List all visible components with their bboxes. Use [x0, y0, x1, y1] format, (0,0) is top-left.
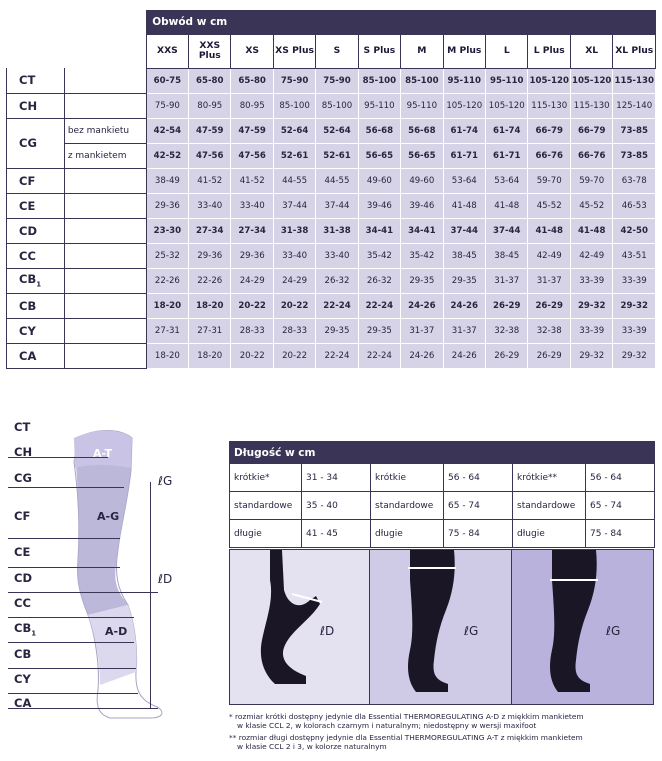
- table-cell: 38-45: [443, 243, 485, 268]
- table-cell: 24-29: [273, 268, 315, 293]
- table-cell: 47-56: [189, 143, 231, 168]
- row-sublabel: [64, 343, 146, 368]
- row-sublabel: [64, 168, 146, 193]
- diag-label-cb1: $CB_1$: [14, 621, 37, 638]
- table-cell: 52-61: [273, 143, 315, 168]
- table-cell: 31 - 34: [302, 464, 371, 492]
- table-cell: 33-39: [570, 268, 612, 293]
- table-cell: 39-46: [401, 193, 443, 218]
- table-row: [7, 293, 656, 318]
- footnote-1: * rozmiar krótki dostępny jedynie dla Essential THERMOREGULATING A-D z miękkim mankietem: [229, 712, 584, 721]
- table-cell: 29-32: [613, 343, 656, 368]
- table-cell: 41-48: [443, 193, 485, 218]
- row-sublabel: z mankietem: [64, 143, 146, 168]
- table-cell: 37-44: [486, 218, 528, 243]
- table-cell: 29-32: [570, 293, 612, 318]
- size-header: XL Plus: [613, 34, 656, 68]
- table-cell: 39-46: [358, 193, 400, 218]
- diag-label-ct: CT: [14, 420, 31, 434]
- table-cell: długie: [371, 520, 444, 548]
- table-cell: 26-29: [528, 343, 570, 368]
- table-cell: 59-70: [570, 168, 612, 193]
- zone-ag-label: A-G: [97, 510, 120, 523]
- table-cell: 20-22: [273, 293, 315, 318]
- table-cell: 34-41: [401, 218, 443, 243]
- table-cell: 53-64: [443, 168, 485, 193]
- table-cell: 26-29: [528, 293, 570, 318]
- table-cell: 22-24: [316, 343, 358, 368]
- row-label: CC: [7, 243, 65, 268]
- table-cell: 66-76: [570, 143, 612, 168]
- size-grid-table: [6, 10, 656, 369]
- leg-ag-icon: [370, 550, 511, 704]
- row-sublabel: [64, 218, 146, 243]
- row-label: CF: [7, 168, 65, 193]
- table-cell: 29-32: [570, 343, 612, 368]
- len-g-label: ℓG: [158, 474, 173, 488]
- table-cell: 22-26: [146, 268, 188, 293]
- table-cell: 37-44: [316, 193, 358, 218]
- table-cell: 66-79: [528, 118, 570, 143]
- diag-label-cb: CB: [14, 647, 32, 661]
- table-cell: 27-34: [231, 218, 273, 243]
- table-cell: 75 - 84: [586, 520, 655, 548]
- table-cell: 33-40: [316, 243, 358, 268]
- diag-label-cf: CF: [14, 509, 31, 523]
- table-cell: 52-61: [316, 143, 358, 168]
- table-cell: standardowe: [230, 492, 302, 520]
- table-cell: 56 - 64: [444, 464, 513, 492]
- table-cell: 49-60: [358, 168, 400, 193]
- table-cell: 43-51: [613, 243, 656, 268]
- row-sublabel: [64, 268, 146, 293]
- table-cell: 33-40: [273, 243, 315, 268]
- table-cell: 32-38: [486, 318, 528, 343]
- table-cell: 47-56: [231, 143, 273, 168]
- table-cell: 23-30: [146, 218, 188, 243]
- row-sublabel: bez mankietu: [64, 118, 146, 143]
- diag-label-cg: CG: [14, 471, 32, 485]
- table-cell: 85-100: [358, 68, 400, 93]
- size-header: XS: [231, 34, 273, 68]
- table-cell: 85-100: [401, 68, 443, 93]
- table-cell: 24-26: [401, 343, 443, 368]
- table-cell: 42-52: [146, 143, 188, 168]
- table-cell: 60-75: [146, 68, 188, 93]
- row-label: CT: [7, 68, 65, 93]
- table-cell: 35 - 40: [302, 492, 371, 520]
- table-row: [7, 143, 656, 168]
- table-cell: 33-40: [189, 193, 231, 218]
- table-cell: 22-24: [358, 343, 400, 368]
- table-cell: 42-54: [146, 118, 188, 143]
- row-sublabel: [64, 243, 146, 268]
- table-cell: 38-49: [146, 168, 188, 193]
- table-cell: 63-78: [613, 168, 656, 193]
- zone-at-label: A-T: [93, 447, 112, 460]
- table-cell: standardowe: [513, 492, 586, 520]
- table-cell: 42-49: [528, 243, 570, 268]
- table-cell: 29-32: [613, 293, 656, 318]
- table-cell: 31-37: [443, 318, 485, 343]
- row-label: CE: [7, 193, 65, 218]
- leg-ad-icon: [230, 550, 369, 704]
- table-row: [7, 268, 656, 293]
- table-cell: 115-130: [570, 93, 612, 118]
- panel-ag: [369, 549, 512, 705]
- table-cell: 31-37: [486, 268, 528, 293]
- table-cell: 27-34: [189, 218, 231, 243]
- table-cell: 35-42: [358, 243, 400, 268]
- table-cell: 56 - 64: [586, 464, 655, 492]
- table-cell: 61-74: [486, 118, 528, 143]
- table-cell: 56-65: [358, 143, 400, 168]
- table-cell: 95-110: [443, 68, 485, 93]
- table-row: [7, 318, 656, 343]
- table-cell: krótkie: [371, 464, 444, 492]
- size-header: S: [316, 34, 358, 68]
- table-row: [7, 118, 656, 143]
- line-cy: [8, 693, 138, 694]
- table-cell: 26-32: [316, 268, 358, 293]
- table-cell: 75-90: [273, 68, 315, 93]
- table-cell: 105-120: [570, 68, 612, 93]
- leg-at-icon: [512, 550, 653, 704]
- table-cell: 26-29: [486, 343, 528, 368]
- table-cell: 18-20: [146, 343, 188, 368]
- diag-label-cd: CD: [14, 571, 32, 585]
- table-cell: 95-110: [358, 93, 400, 118]
- table-cell: 65-80: [231, 68, 273, 93]
- table-cell: 59-70: [528, 168, 570, 193]
- table-cell: 61-74: [443, 118, 485, 143]
- size-header: S Plus: [358, 34, 400, 68]
- size-header: XL: [570, 34, 612, 68]
- table-cell: 66-76: [528, 143, 570, 168]
- table-cell: 56-68: [401, 118, 443, 143]
- line-cf: [8, 538, 120, 539]
- table-cell: 75 - 84: [444, 520, 513, 548]
- table-cell: 75-90: [146, 93, 188, 118]
- table-cell: 45-52: [528, 193, 570, 218]
- row-sublabel: [64, 293, 146, 318]
- table-cell: 115-130: [528, 93, 570, 118]
- table-row: [7, 68, 656, 93]
- table-cell: 65-80: [189, 68, 231, 93]
- table-cell: 41-52: [189, 168, 231, 193]
- footnote-2: ** rozmiar długi dostępny jedynie dla Essential THERMOREGULATING A-T z miękkim mankietem: [229, 733, 583, 742]
- table-cell: 20-22: [231, 293, 273, 318]
- table-row: [7, 168, 656, 193]
- size-header: L Plus: [528, 34, 570, 68]
- table-cell: 73-85: [613, 118, 656, 143]
- zone-ad-label: A-D: [105, 625, 128, 638]
- line-cb: [8, 668, 136, 669]
- table-cell: 73-85: [613, 143, 656, 168]
- table-cell: 29-36: [231, 243, 273, 268]
- table-cell: 65 - 74: [586, 492, 655, 520]
- row-label: CD: [7, 218, 65, 243]
- table-cell: 28-33: [231, 318, 273, 343]
- leg-diagram: [0, 410, 230, 720]
- panel-at-length: ℓG: [606, 624, 621, 638]
- table-row: [230, 464, 655, 492]
- panel-at: [511, 549, 654, 705]
- table-cell: 18-20: [189, 293, 231, 318]
- footnote-1-cont: w klasie CCL 2, w kolorach czarnym i naturalnym; niedostępny w wersji maxifoot: [237, 721, 537, 730]
- table-cell: 80-95: [231, 93, 273, 118]
- table-cell: 20-22: [231, 343, 273, 368]
- table-row: [230, 492, 655, 520]
- table-row: [7, 218, 656, 243]
- line-cc: [8, 617, 134, 618]
- line-cd: [8, 592, 158, 593]
- size-header: XXS: [146, 34, 188, 68]
- table-cell: 32-38: [528, 318, 570, 343]
- table-cell: 20-22: [273, 343, 315, 368]
- table-cell: 26-32: [358, 268, 400, 293]
- table-cell: 38-45: [486, 243, 528, 268]
- table-cell: 44-55: [273, 168, 315, 193]
- panel-ad: [229, 549, 370, 705]
- table-cell: 52-64: [316, 118, 358, 143]
- table-cell: 25-32: [146, 243, 188, 268]
- size-header: L: [486, 34, 528, 68]
- table-cell: 24-26: [443, 293, 485, 318]
- len-d-label: ℓD: [158, 572, 173, 586]
- table-cell: 18-20: [189, 343, 231, 368]
- table-cell: 80-95: [189, 93, 231, 118]
- table-cell: 115-130: [613, 68, 656, 93]
- table-cell: 105-120: [486, 93, 528, 118]
- row-label: CY: [7, 318, 65, 343]
- table-cell: 85-100: [273, 93, 315, 118]
- row-label: CB: [7, 293, 65, 318]
- line-cb1: [8, 642, 134, 643]
- table-cell: 24-26: [443, 343, 485, 368]
- table-cell: 27-31: [189, 318, 231, 343]
- table-cell: 46-53: [613, 193, 656, 218]
- length-grid-table: [229, 441, 655, 548]
- diag-label-ca: CA: [14, 696, 32, 710]
- table-cell: 105-120: [528, 68, 570, 93]
- table-row: [7, 93, 656, 118]
- table-cell: 75-90: [316, 68, 358, 93]
- table-cell: 34-41: [358, 218, 400, 243]
- table-cell: 33-40: [231, 193, 273, 218]
- footnote-2-cont: w klasie CCL 2 i 3, w kolorze naturalnym: [237, 742, 387, 751]
- diag-label-cc: CC: [14, 596, 31, 610]
- table-row: [7, 343, 656, 368]
- table-cell: 41 - 45: [302, 520, 371, 548]
- table-cell: 41-52: [231, 168, 273, 193]
- size-table-title: Obwód w cm: [146, 10, 655, 34]
- table-cell: standardowe: [371, 492, 444, 520]
- table-cell: 53-64: [486, 168, 528, 193]
- row-label: CA: [7, 343, 65, 368]
- table-cell: 61-71: [443, 143, 485, 168]
- length-table-title: Długość w cm: [230, 442, 655, 464]
- table-cell: 29-35: [358, 318, 400, 343]
- row-label: $CB_1$: [7, 268, 65, 293]
- row-sublabel: [64, 93, 146, 118]
- table-cell: 29-36: [146, 193, 188, 218]
- table-cell: 22-24: [316, 293, 358, 318]
- table-cell: 56-68: [358, 118, 400, 143]
- size-header: XXS Plus: [189, 34, 231, 68]
- table-cell: 42-50: [613, 218, 656, 243]
- panel-ag-length: ℓG: [464, 624, 479, 638]
- row-sublabel: [64, 193, 146, 218]
- table-cell: 33-39: [570, 318, 612, 343]
- table-cell: 45-52: [570, 193, 612, 218]
- table-cell: 22-24: [358, 293, 400, 318]
- table-cell: 31-38: [273, 218, 315, 243]
- table-cell: 41-48: [486, 193, 528, 218]
- table-cell: 37-44: [443, 218, 485, 243]
- table-cell: 85-100: [316, 93, 358, 118]
- lg-axis: [150, 482, 151, 708]
- table-cell: 24-29: [231, 268, 273, 293]
- table-cell: 56-65: [401, 143, 443, 168]
- table-cell: 44-55: [316, 168, 358, 193]
- table-cell: 52-64: [273, 118, 315, 143]
- table-cell: 66-79: [570, 118, 612, 143]
- panel-ad-length: ℓD: [320, 624, 335, 638]
- table-cell: 47-59: [231, 118, 273, 143]
- line-cg: [8, 487, 124, 488]
- table-cell: 95-110: [486, 68, 528, 93]
- row-label: CG: [7, 118, 65, 168]
- table-cell: 27-31: [146, 318, 188, 343]
- table-cell: 29-35: [316, 318, 358, 343]
- table-cell: 49-60: [401, 168, 443, 193]
- table-cell: krótkie**: [513, 464, 586, 492]
- table-cell: długie: [230, 520, 302, 548]
- table-cell: 28-33: [273, 318, 315, 343]
- table-cell: krótkie*: [230, 464, 302, 492]
- diag-label-ce: CE: [14, 545, 31, 559]
- row-sublabel: [64, 318, 146, 343]
- table-row: [7, 243, 656, 268]
- table-cell: 29-35: [401, 268, 443, 293]
- table-cell: 41-48: [570, 218, 612, 243]
- table-cell: 22-26: [189, 268, 231, 293]
- table-cell: 33-39: [613, 318, 656, 343]
- size-header: M Plus: [443, 34, 485, 68]
- row-sublabel: [64, 68, 146, 93]
- table-row: [230, 520, 655, 548]
- table-cell: 105-120: [443, 93, 485, 118]
- table-cell: 65 - 74: [444, 492, 513, 520]
- length-table: [229, 441, 655, 548]
- size-header: M: [401, 34, 443, 68]
- table-cell: 41-48: [528, 218, 570, 243]
- table-cell: 18-20: [146, 293, 188, 318]
- table-cell: 33-39: [613, 268, 656, 293]
- size-header: XS Plus: [273, 34, 315, 68]
- table-cell: 31-38: [316, 218, 358, 243]
- table-cell: 37-44: [273, 193, 315, 218]
- table-cell: 29-35: [443, 268, 485, 293]
- table-cell: długie: [513, 520, 586, 548]
- diag-label-cy: CY: [14, 672, 31, 686]
- table-cell: 95-110: [401, 93, 443, 118]
- line-ce: [8, 567, 120, 568]
- table-cell: 61-71: [486, 143, 528, 168]
- table-cell: 35-42: [401, 243, 443, 268]
- table-row: [7, 193, 656, 218]
- row-label: CH: [7, 93, 65, 118]
- diag-label-ch: CH: [14, 445, 33, 459]
- table-cell: 42-49: [570, 243, 612, 268]
- table-cell: 31-37: [528, 268, 570, 293]
- table-cell: 125-140: [613, 93, 656, 118]
- table-cell: 47-59: [189, 118, 231, 143]
- table-cell: 24-26: [401, 293, 443, 318]
- table-cell: 31-37: [401, 318, 443, 343]
- table-cell: 29-36: [189, 243, 231, 268]
- table-cell: 26-29: [486, 293, 528, 318]
